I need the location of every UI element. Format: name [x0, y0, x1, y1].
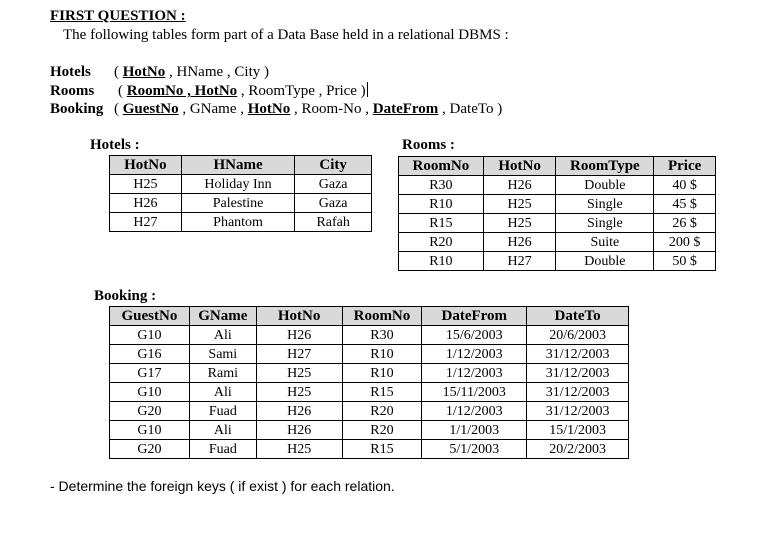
table-cell: 20/2/2003 — [527, 440, 629, 459]
table-cell: 50 $ — [654, 252, 716, 271]
table-cell: H25 — [256, 383, 342, 402]
table-cell: Fuad — [189, 440, 256, 459]
table-cell: Palestine — [181, 194, 295, 213]
table-row — [399, 252, 716, 271]
table-row — [399, 233, 716, 252]
table-row — [110, 175, 372, 194]
booking-table-label: Booking : — [94, 288, 157, 304]
schema-rooms-open: ( — [118, 83, 127, 99]
table-cell: G10 — [110, 421, 190, 440]
column-header: RoomNo — [399, 157, 484, 176]
rooms-table — [398, 156, 716, 271]
table-cell: 1/12/2003 — [422, 402, 527, 421]
table-row — [399, 195, 716, 214]
table-cell: Rami — [189, 364, 256, 383]
table-cell: 15/1/2003 — [527, 421, 629, 440]
rooms-header-row — [399, 157, 716, 176]
schema-booking-key3: DateFrom — [372, 101, 439, 117]
table-row — [110, 345, 629, 364]
table-row — [110, 421, 629, 440]
table-cell: R20 — [342, 402, 422, 421]
column-header: GName — [189, 307, 256, 326]
table-cell: H26 — [483, 176, 556, 195]
table-cell: H25 — [483, 214, 556, 233]
table-row — [110, 194, 372, 213]
table-cell: Gaza — [295, 194, 372, 213]
table-row — [110, 383, 629, 402]
table-cell: G16 — [110, 345, 190, 364]
column-header: HotNo — [483, 157, 556, 176]
table-cell: H25 — [256, 440, 342, 459]
table-cell: Phantom — [181, 213, 295, 232]
table-row — [110, 326, 629, 345]
table-cell: R10 — [399, 252, 484, 271]
table-cell: Ali — [189, 326, 256, 345]
table-cell: 26 $ — [654, 214, 716, 233]
table-cell: Suite — [556, 233, 654, 252]
table-row — [110, 213, 372, 232]
schema-hotels-name: Hotels — [50, 64, 91, 80]
column-header: DateFrom — [422, 307, 527, 326]
table-cell: H25 — [110, 175, 182, 194]
table-cell: Single — [556, 214, 654, 233]
schema-rooms-rest: , RoomType , Price ) — [237, 83, 366, 99]
schema-hotels-key: HotNo — [122, 64, 166, 80]
table-cell: H27 — [483, 252, 556, 271]
schema-booking-open: ( — [114, 101, 123, 117]
table-cell: Rafah — [295, 213, 372, 232]
table-cell: R20 — [399, 233, 484, 252]
table-cell: H25 — [256, 364, 342, 383]
table-cell: 40 $ — [654, 176, 716, 195]
table-cell: 15/6/2003 — [422, 326, 527, 345]
column-header: HotNo — [110, 156, 182, 175]
table-cell: H25 — [483, 195, 556, 214]
table-cell: R10 — [342, 345, 422, 364]
hotels-header-row — [110, 156, 372, 175]
schema-booking — [50, 101, 502, 118]
intro-text: The following tables form part of a Data Base held in a relational DBMS : — [63, 27, 509, 43]
schema-rooms-name: Rooms — [50, 83, 95, 99]
table-cell: H27 — [110, 213, 182, 232]
table-cell: G20 — [110, 440, 190, 459]
schema-booking-mid2: , Room-No , — [290, 101, 373, 117]
table-cell: H27 — [256, 345, 342, 364]
table-cell: Single — [556, 195, 654, 214]
column-header: City — [295, 156, 372, 175]
schema-booking-name: Booking — [50, 101, 104, 117]
table-cell: R10 — [342, 364, 422, 383]
table-cell: 1/12/2003 — [422, 345, 527, 364]
table-cell: 15/11/2003 — [422, 383, 527, 402]
table-row — [110, 402, 629, 421]
schema-rooms-key: RoomNo , HotNo — [126, 83, 238, 99]
table-cell: Sami — [189, 345, 256, 364]
table-cell: 5/1/2003 — [422, 440, 527, 459]
table-cell: Double — [556, 252, 654, 271]
column-header: GuestNo — [110, 307, 190, 326]
text-cursor — [367, 82, 368, 97]
table-row — [399, 176, 716, 195]
table-cell: H26 — [256, 326, 342, 345]
rooms-table-label: Rooms : — [402, 137, 455, 153]
schema-hotels-rest: , HName , City ) — [165, 64, 269, 80]
table-row — [110, 364, 629, 383]
table-cell: 1/12/2003 — [422, 364, 527, 383]
table-cell: H26 — [256, 402, 342, 421]
hotels-table-label: Hotels : — [90, 137, 140, 153]
table-cell: Ali — [189, 383, 256, 402]
table-cell: Double — [556, 176, 654, 195]
question-text: - Determine the foreign keys ( if exist ) for each relation. — [50, 478, 395, 494]
table-cell: G10 — [110, 383, 190, 402]
column-header: Price — [654, 157, 716, 176]
table-cell: 200 $ — [654, 233, 716, 252]
table-row — [110, 440, 629, 459]
table-cell: 31/12/2003 — [527, 402, 629, 421]
column-header: HName — [181, 156, 295, 175]
schema-rooms — [50, 82, 368, 100]
table-row — [399, 214, 716, 233]
schema-booking-key2: HotNo — [247, 101, 291, 117]
table-cell: H26 — [110, 194, 182, 213]
table-cell: H26 — [483, 233, 556, 252]
schema-booking-key1: GuestNo — [122, 101, 179, 117]
table-cell: Holiday Inn — [181, 175, 295, 194]
table-cell: 1/1/2003 — [422, 421, 527, 440]
table-cell: Gaza — [295, 175, 372, 194]
schema-booking-mid1: , GName , — [178, 101, 248, 117]
table-cell: G10 — [110, 326, 190, 345]
table-cell: R15 — [342, 383, 422, 402]
table-cell: R20 — [342, 421, 422, 440]
column-header: HotNo — [256, 307, 342, 326]
table-cell: Fuad — [189, 402, 256, 421]
table-cell: R30 — [399, 176, 484, 195]
table-cell: 31/12/2003 — [527, 383, 629, 402]
table-cell: 45 $ — [654, 195, 716, 214]
table-cell: G17 — [110, 364, 190, 383]
booking-header-row — [110, 307, 629, 326]
table-cell: R15 — [399, 214, 484, 233]
table-cell: 31/12/2003 — [527, 345, 629, 364]
booking-table — [109, 306, 629, 459]
schema-booking-rest: , DateTo ) — [438, 101, 503, 117]
schema-hotels — [50, 64, 269, 81]
table-cell: R30 — [342, 326, 422, 345]
schema-hotels-open: ( — [114, 64, 123, 80]
table-cell: R10 — [399, 195, 484, 214]
table-cell: G20 — [110, 402, 190, 421]
table-cell: H26 — [256, 421, 342, 440]
column-header: RoomNo — [342, 307, 422, 326]
table-cell: Ali — [189, 421, 256, 440]
table-cell: 31/12/2003 — [527, 364, 629, 383]
table-cell: 20/6/2003 — [527, 326, 629, 345]
column-header: RoomType — [556, 157, 654, 176]
table-cell: R15 — [342, 440, 422, 459]
column-header: DateTo — [527, 307, 629, 326]
question-heading: FIRST QUESTION : — [50, 8, 186, 24]
hotels-table — [109, 155, 372, 232]
